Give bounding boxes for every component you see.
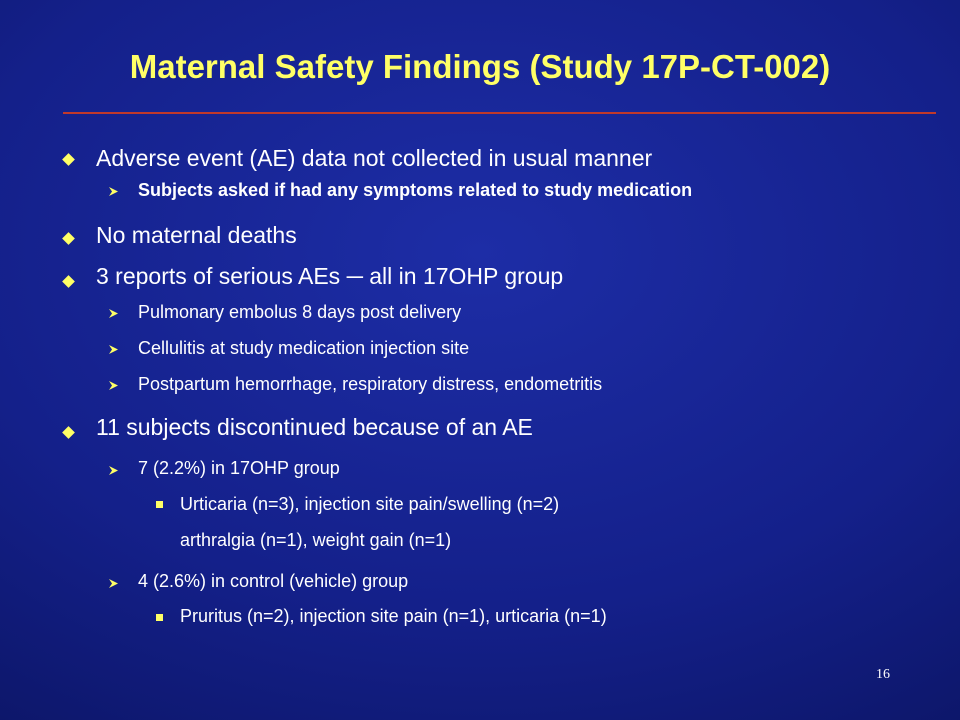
diamond-bullet-icon <box>62 426 75 439</box>
arrowhead-bullet-icon <box>108 186 119 197</box>
subsub-bullet-urticaria-line2: arthralgia (n=1), weight gain (n=1) <box>180 530 452 550</box>
arrowhead-bullet-icon <box>108 380 119 391</box>
subsub-bullet-urticaria-line1: Urticaria (n=3), injection site pain/swelling (n=2) <box>180 494 560 514</box>
sub-bullet-17ohp-group: 7 (2.2%) in 17OHP group <box>138 458 340 478</box>
slide-title: Maternal Safety Findings (Study 17P-CT-002) <box>129 48 831 85</box>
arrowhead-bullet-icon <box>108 308 119 319</box>
subsub-bullet-pruritus: Pruritus (n=2), injection site pain (n=1), urticaria (n=1) <box>180 606 607 626</box>
bullet-no-deaths: No maternal deaths <box>96 222 297 248</box>
sub-bullet-cellulitis: Cellulitis at study medication injection site <box>138 338 470 358</box>
bullet-discontinued: 11 subjects discontinued because of an AE <box>96 414 533 440</box>
arrowhead-bullet-icon <box>108 344 119 355</box>
bullet-serious-aes: 3 reports of serious AEs ─ all in 17OHP group <box>96 263 564 289</box>
square-bullet-icon <box>156 614 163 621</box>
square-bullet-icon <box>156 501 163 508</box>
sub-bullet-control-group: 4 (2.6%) in control (vehicle) group <box>138 571 409 591</box>
arrowhead-bullet-icon <box>108 465 119 476</box>
sub-bullet-postpartum: Postpartum hemorrhage, respiratory distress, endometritis <box>138 374 603 394</box>
arrowhead-bullet-icon <box>108 578 119 589</box>
sub-bullet-symptoms: Subjects asked if had any symptoms related to study medication <box>138 180 693 200</box>
sub-bullet-pulmonary-embolus: Pulmonary embolus 8 days post delivery <box>138 302 462 322</box>
bullet-ae-data: Adverse event (AE) data not collected in usual manner <box>96 145 653 171</box>
diamond-bullet-icon <box>62 275 75 288</box>
page-number: 16 <box>876 667 890 682</box>
diamond-bullet-icon <box>62 153 75 166</box>
title-divider <box>63 112 936 114</box>
diamond-bullet-icon <box>62 232 75 245</box>
